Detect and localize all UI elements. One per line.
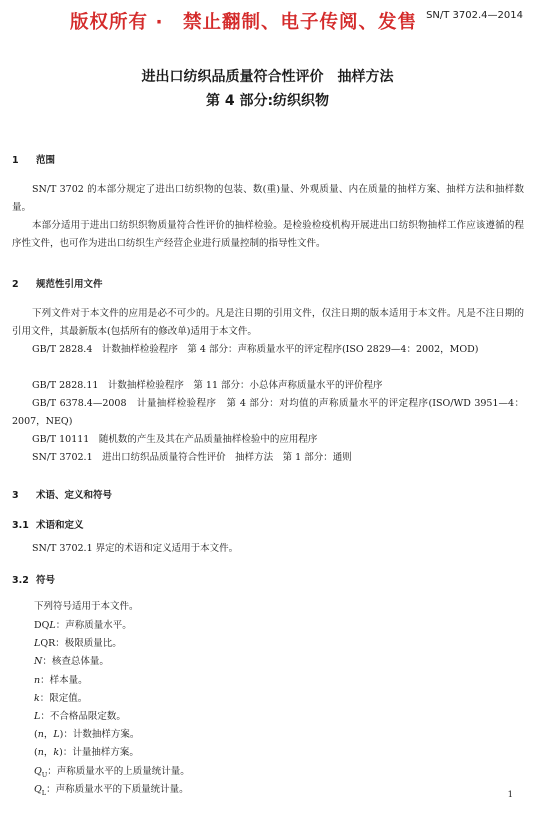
document-title: 进出口纺织品质量符合性评价 抽样方法 (141, 69, 394, 85)
scope-paragraph-2: 本部分适用于进出口纺织织物质量符合性评价的抽样检验。是检验检疫机构开展进出口纺织物抽样工作应该遵循的程序性文件，也可作为进出口纺织生产经营企业进行质量控制的指导性文件。 (12, 220, 524, 249)
symbol-description: ：计数抽样方案。 (63, 729, 140, 741)
reference-item: GB/T 10111 随机数的产生及其在产品质量抽样检验中的应用程序 (32, 434, 318, 445)
symbol-entry (34, 672, 88, 686)
references-intro: 下列文件对于本文件的应用是必不可少的。凡是注日期的引用文件，仅注日期的版本适用于本文件。凡是不注日期的引用文件，其最新版本(包括所有的修改单)适用于本文件。 (12, 308, 524, 337)
symbol-term: L (34, 711, 41, 722)
symbol-description: ：声称质量水平的上质量统计量。 (47, 765, 190, 777)
symbol-description: ：计量抽样方案。 (62, 747, 139, 759)
watermark-banner: 版权所有 · 禁止翻制、电子传阅、发售 (70, 12, 417, 33)
reference-item: GB/T 2828.11 计数抽样检验程序 第 11 部分：小总体声称质量水平的评价程序 (32, 380, 383, 391)
document-number: SN/T 3702.4—2014 (426, 10, 523, 21)
symbol-term: (n，L) (34, 729, 64, 741)
symbol-term: $Q_L$ (34, 783, 47, 797)
section-number: 1 (12, 155, 19, 166)
symbol-entry (34, 635, 122, 649)
symbol-entry (34, 617, 132, 631)
symbol-entry (34, 744, 139, 758)
section-1-heading (12, 152, 55, 166)
symbol-description: ：不合格品限定数。 (40, 711, 126, 722)
section-3-2-heading (12, 572, 55, 586)
symbols-intro: 下列符号适用于本文件。 (34, 601, 139, 612)
section-number: 2 (12, 279, 19, 290)
reference-item: GB/T 6378.4—2008 计量抽样检验程序 第 4 部分：对均值的声称质量水平的评定程序(ISO/WD 3951—4：2007，NEQ) (12, 398, 524, 427)
symbol-entry (34, 690, 87, 704)
symbol-term: LQR (34, 638, 56, 650)
symbol-term: $Q_U$ (34, 765, 48, 779)
section-2-heading (12, 276, 103, 290)
section-3-1-heading (12, 517, 84, 531)
section-3-heading (12, 487, 112, 501)
symbol-entry (34, 726, 139, 740)
symbol-description: ：极限质量比。 (55, 638, 122, 650)
symbol-description: ：声称质量水平的下质量统计量。 (46, 783, 189, 795)
reference-item: GB/T 2828.4 计数抽样检验程序 第 4 部分：声称质量水平的评定程序(ISO 2829—4：2002，MOD) (32, 344, 479, 355)
symbol-entry (34, 763, 190, 779)
section-title: 术语、定义和符号 (36, 490, 113, 501)
terms-paragraph: SN/T 3702.1 界定的术语和定义适用于本文件。 (32, 543, 239, 554)
section-title: 规范性引用文件 (36, 279, 103, 290)
document-subtitle: 第 4 部分:纺织织物 (205, 93, 330, 109)
symbol-description: ：限定值。 (39, 692, 88, 704)
symbol-term: k (34, 692, 40, 704)
scope-paragraph-1: SN/T 3702 的本部分规定了进出口纺织物的包装、数(重)量、外观质量、内在质量的抽样方案、抽样方法和抽样数量。 (12, 184, 524, 213)
section-title: 范围 (36, 155, 56, 166)
symbol-entry (34, 708, 126, 722)
page-number: 1 (507, 790, 513, 800)
symbol-term: DQL (34, 620, 56, 631)
symbol-entry (34, 781, 189, 797)
section-title: 术语和定义 (36, 520, 84, 531)
section-number: 3.2 (12, 575, 29, 586)
symbol-description: ：核查总体量。 (42, 656, 109, 668)
symbol-entry (34, 653, 109, 667)
symbol-term: N (34, 656, 43, 668)
symbol-term: n (34, 674, 41, 686)
section-title: 符号 (36, 575, 56, 586)
symbol-description: ：样本量。 (40, 674, 88, 686)
reference-item: SN/T 3702.1 进出口纺织品质量符合性评价 抽样方法 第 1 部分：通则 (32, 452, 352, 463)
symbol-term: (n，k) (34, 747, 63, 759)
section-number: 3 (12, 490, 19, 501)
section-number: 3.1 (12, 520, 29, 531)
symbol-description: ：声称质量水平。 (55, 620, 132, 631)
